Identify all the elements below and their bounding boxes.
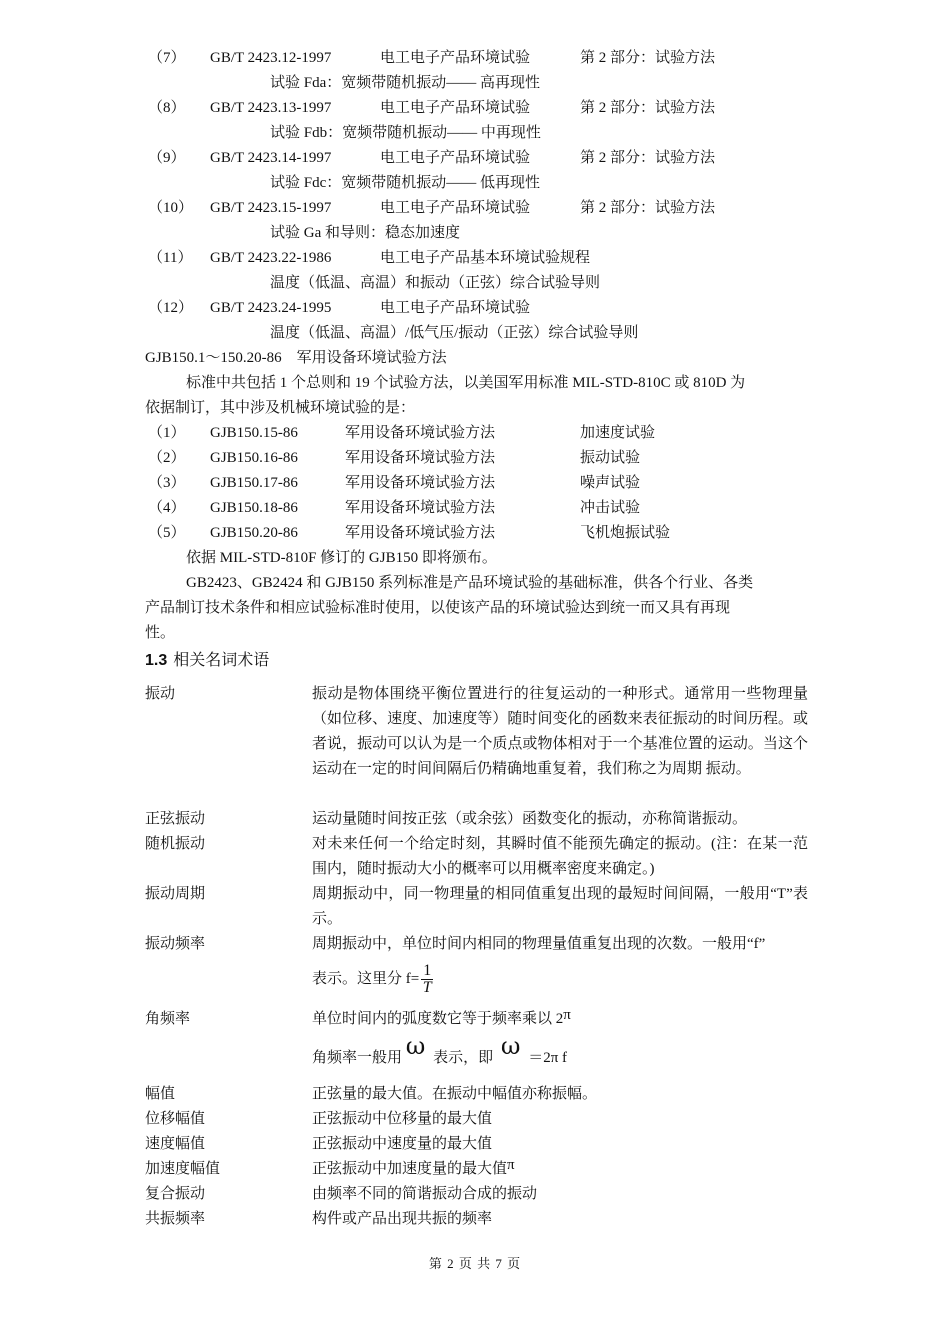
gjb-num: （3） bbox=[148, 475, 186, 491]
std-num: （7） bbox=[148, 50, 186, 66]
term-definition: 运动量随时间按正弦（或余弦）函数变化的振动，亦称简谐振动。 bbox=[312, 811, 748, 827]
gjb-code: GJB150.18-86 bbox=[210, 500, 298, 516]
term-definition bbox=[312, 1159, 515, 1179]
gjb-code: GJB150.16-86 bbox=[210, 450, 298, 466]
gjb-summary-line3: 性。 bbox=[145, 625, 176, 641]
term-label: 共振频率 bbox=[145, 1211, 206, 1227]
gjb-note: 依据 MIL-STD-810F 修订的 GJB150 即将颁布。 bbox=[186, 550, 497, 566]
gjb-test: 噪声试验 bbox=[580, 475, 641, 491]
gjb-num: （4） bbox=[148, 500, 186, 516]
term-definition: 由频率不同的简谐振动合成的振动 bbox=[312, 1186, 538, 1202]
frequency-formula bbox=[312, 962, 433, 996]
std-sub: 温度（低温、高温）/低气压/振动（正弦）综合试验导则 bbox=[270, 325, 639, 341]
std-title: 电工电子产品基本环境试验规程 bbox=[380, 250, 591, 266]
acc-def-text: 正弦振动中加速度量的最大值 bbox=[312, 1161, 508, 1177]
angular-formula-text: f bbox=[558, 1050, 568, 1066]
std-title: 电工电子产品环境试验 bbox=[380, 200, 531, 216]
term-label: 振动 bbox=[145, 686, 176, 702]
std-title: 电工电子产品环境试验 bbox=[380, 300, 531, 316]
std-part: 第 2 部分：试验方法 bbox=[580, 50, 716, 66]
gjb-code: GJB150.17-86 bbox=[210, 475, 298, 491]
gjb-num: （5） bbox=[148, 525, 186, 541]
section-number: 1.3 bbox=[145, 652, 168, 669]
term-label: 随机振动 bbox=[145, 836, 206, 852]
term-definition: 正弦振动中速度量的最大值 bbox=[312, 1136, 493, 1152]
omega-symbol: ω bbox=[405, 1032, 426, 1060]
std-num: （11） bbox=[148, 250, 193, 266]
gjb-num: （2） bbox=[148, 450, 186, 466]
term-label: 加速度幅值 bbox=[145, 1161, 221, 1177]
gjb-test: 冲击试验 bbox=[580, 500, 641, 516]
std-sub: 试验 Fdb：宽频带随机振动—— 中再现性 bbox=[270, 125, 541, 141]
pi-symbol: π bbox=[563, 1007, 571, 1023]
term-definition: 周期振动中，同一物理量的相同值重复出现的最短时间间隔，一般用“T”表示。 bbox=[312, 886, 808, 927]
std-num: （12） bbox=[148, 300, 194, 316]
fraction-numerator: 1 bbox=[423, 962, 432, 980]
term-definition: 周期振动中，单位时间内相同的物理量值重复出现的次数。一般用“f” bbox=[312, 936, 766, 952]
std-code: GB/T 2423.14-1997 bbox=[210, 150, 332, 166]
std-sub: 试验 Ga 和导则：稳态加速度 bbox=[270, 225, 460, 241]
std-title: 电工电子产品环境试验 bbox=[380, 100, 531, 116]
pi-symbol: π bbox=[550, 1050, 559, 1066]
term-definition bbox=[312, 1009, 571, 1029]
fraction bbox=[421, 963, 433, 996]
std-sub: 试验 Fdc：宽频带随机振动—— 低再现性 bbox=[270, 175, 541, 191]
gjb-name: 军用设备环境试验方法 bbox=[345, 525, 496, 541]
gjb-name: 军用设备环境试验方法 bbox=[345, 450, 496, 466]
gjb-name: 军用设备环境试验方法 bbox=[345, 475, 496, 491]
std-part: 第 2 部分：试验方法 bbox=[580, 100, 716, 116]
std-code: GB/T 2423.24-1995 bbox=[210, 300, 332, 316]
fraction-denominator: T bbox=[422, 979, 432, 997]
angular-formula-text: ＝2 bbox=[528, 1050, 551, 1066]
term-label: 振动频率 bbox=[145, 936, 206, 952]
gjb-test: 振动试验 bbox=[580, 450, 641, 466]
term-label: 速度幅值 bbox=[145, 1136, 206, 1152]
gjb-summary-line1: GB2423、GB2424 和 GJB150 系列标准是产品环境试验的基础标准，供各个行业、各类 bbox=[186, 575, 754, 591]
omega-symbol: ω bbox=[500, 1032, 521, 1060]
term-definition: 正弦量的最大值。在振动中幅值亦称振幅。 bbox=[312, 1086, 598, 1102]
std-num: （8） bbox=[148, 100, 186, 116]
gjb-summary-line2: 产品制订技术条件和相应试验标准时使用，以使该产品的环境试验达到统一而又具有再现 bbox=[145, 600, 731, 616]
gjb-num: （1） bbox=[148, 425, 186, 441]
std-title: 电工电子产品环境试验 bbox=[380, 150, 531, 166]
section-title: 相关名词术语 bbox=[173, 652, 270, 669]
angular-def-text: 单位时间内的弧度数它等于频率乘以 2 bbox=[312, 1011, 564, 1027]
std-part: 第 2 部分：试验方法 bbox=[580, 200, 716, 216]
term-definition: 正弦振动中位移量的最大值 bbox=[312, 1111, 493, 1127]
term-definition: 构件或产品出现共振的频率 bbox=[312, 1211, 493, 1227]
gjb-test: 飞机炮振试验 bbox=[580, 525, 671, 541]
std-code: GB/T 2423.12-1997 bbox=[210, 50, 332, 66]
page-footer: 第 2 页 共 7 页 bbox=[428, 1256, 522, 1271]
angular-formula-text: 表示，即 bbox=[433, 1050, 494, 1066]
pi-symbol: π bbox=[507, 1157, 515, 1173]
section-heading bbox=[145, 650, 269, 672]
term-label: 正弦振动 bbox=[145, 811, 206, 827]
gjb-test: 加速度试验 bbox=[580, 425, 656, 441]
std-code: GB/T 2423.15-1997 bbox=[210, 200, 332, 216]
std-num: （10） bbox=[148, 200, 194, 216]
term-label: 幅值 bbox=[145, 1086, 176, 1102]
angular-formula-text: 角频率一般用 bbox=[312, 1050, 403, 1066]
gjb-name: 军用设备环境试验方法 bbox=[345, 500, 496, 516]
term-label: 复合振动 bbox=[145, 1186, 206, 1202]
term-definition: 振动是物体围绕平衡位置进行的往复运动的一种形式。通常用一些物理量（如位移、速度、加速度等）随时间变化的函数来表征振动的时间历程。或者说，振动可以认为是一个质点或物体相对于一个基准位置的运动。当这个运动在一定的时间间隔后仍精确地重复着，我们称之为周期 振动。 bbox=[312, 686, 808, 777]
gjb-intro-line2: 依据制订，其中涉及机械环境试验的是： bbox=[145, 400, 416, 416]
term-label: 振动周期 bbox=[145, 886, 206, 902]
gjb-code: GJB150.20-86 bbox=[210, 525, 298, 541]
gjb-intro-line1: 标准中共包括 1 个总则和 19 个试验方法，以美国军用标准 MIL-STD-810C 或 810D 为 bbox=[186, 375, 746, 391]
std-title: 电工电子产品环境试验 bbox=[380, 50, 531, 66]
std-num: （9） bbox=[148, 150, 186, 166]
angular-formula bbox=[312, 1032, 568, 1068]
gjb-heading: GJB150.1～150.20-86 军用设备环境试验方法 bbox=[145, 350, 447, 366]
term-definition: 对未来任何一个给定时刻，其瞬时值不能预先确定的振动。(注：在某一范围内，随时振动大小的概率可以用概率密度来确定。) bbox=[312, 836, 808, 877]
std-code: GB/T 2423.22-1986 bbox=[210, 250, 332, 266]
term-label: 位移幅值 bbox=[145, 1111, 206, 1127]
gjb-code: GJB150.15-86 bbox=[210, 425, 298, 441]
std-sub: 试验 Fda：宽频带随机振动—— 高再现性 bbox=[270, 75, 541, 91]
gjb-name: 军用设备环境试验方法 bbox=[345, 425, 496, 441]
std-code: GB/T 2423.13-1997 bbox=[210, 100, 332, 116]
std-part: 第 2 部分：试验方法 bbox=[580, 150, 716, 166]
term-label: 角频率 bbox=[145, 1011, 191, 1027]
formula-text: 表示。这里分 f= bbox=[312, 971, 420, 987]
std-sub: 温度（低温、高温）和振动（正弦）综合试验导则 bbox=[270, 275, 601, 291]
